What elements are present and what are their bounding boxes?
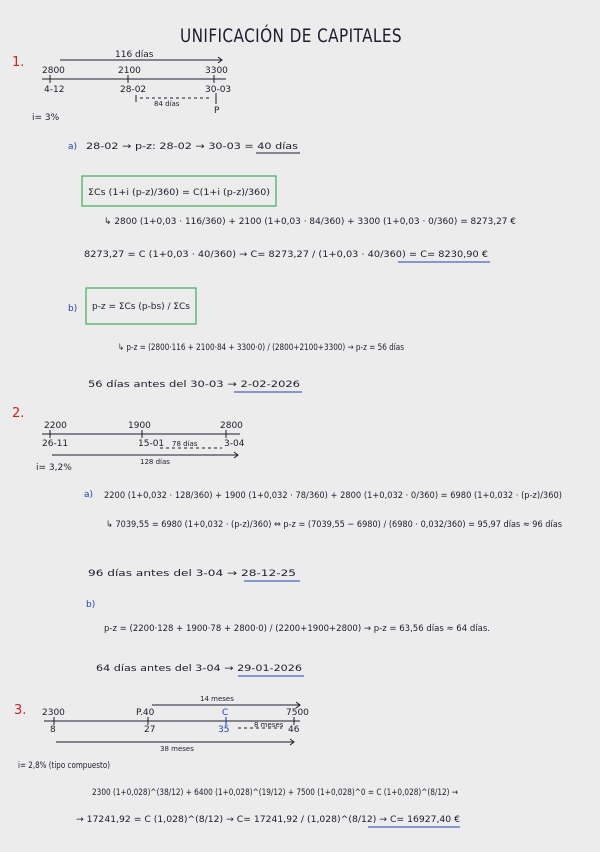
p1-formula-b: p-z = ΣCs (p-bs) / ΣCs: [92, 302, 191, 312]
p1-cap-1: 2800: [42, 66, 65, 76]
p1-formula: ΣCs (1+i (p-z)/360) = C(1+i (p-z)/360): [88, 188, 270, 198]
p1-date-2: 28-02: [120, 85, 147, 95]
p1-calc-1: ↳ 2800 (1+0,03 · 116/360) + 2100 (1+0,03 · 84/360) + 3300 (1+0,03 · 0/360) = 8273,27 €: [104, 217, 517, 227]
p3-sub: 8 meses: [254, 721, 284, 729]
p1-date-1: 4-12: [44, 85, 65, 95]
problem-1-timeline: [42, 50, 231, 116]
p2-cap-2: 1900: [128, 421, 151, 431]
p2-date-3: 3-04: [224, 439, 245, 449]
p2-cap-3: 2800: [220, 421, 243, 431]
problem-3-number: 3.: [14, 703, 27, 718]
p3-rate: i= 2,8% (tipo compuesto): [18, 761, 110, 771]
p3-tick-3: 35: [218, 725, 230, 735]
p2-calc-b: p-z = (2200·128 + 1900·78 + 2800·0) / (2200+1900+2800) → p-z = 63,56 días ≈ 64 días.: [104, 624, 490, 634]
problem-3-timeline: [42, 695, 309, 753]
p3-cap-2: P.40: [136, 708, 155, 718]
p2-b-label: b): [86, 600, 96, 610]
p1-calc-b: ↳ p-z = (2800·116 + 2100·84 + 3300·0) / (2800+2100+3300) → p-z = 56 días: [118, 343, 405, 353]
p1-result-b: 56 días antes del 30-03 → 2-02-2026: [88, 380, 301, 390]
page-title: UNIFICACIÓN DE CAPITALES: [180, 25, 457, 47]
p2-date-2: 15-01: [138, 439, 165, 449]
p3-top-span: 14 meses: [200, 695, 234, 703]
p2-calc-a-2: ↳ 7039,55 = 6980 (1+0,032 · (p-z)/360) ⇔ p-z = (7039,55 − 6980) / (6980 · 0,032/360) = 95,97 días ≈ 96 días: [106, 520, 563, 530]
p1-cap-2: 2100: [118, 66, 141, 76]
p2-span-days: 128 días: [140, 458, 170, 466]
p1-span-days: 116 días: [115, 50, 154, 60]
p1-cap-3: 3300: [205, 66, 228, 76]
p2-a-label: a): [84, 490, 94, 500]
p3-calc-1: 2300 (1+0,028)^(38/12) + 6400 (1+0,028)^(19/12) + 7500 (1+0,028)^0 = C (1+0,028)^(8/12) →: [92, 788, 459, 798]
p3-calc-2: → 17241,92 = C (1,028)^(8/12) → C= 17241,92 / (1,028)^(8/12) → C= 16927,40 €: [76, 815, 461, 825]
p2-sub-days: 78 días: [172, 440, 198, 448]
p1-a-line: 28-02 → p-z: 28-02 → 30-03 = 40 días: [86, 142, 299, 152]
problem-2-number: 2.: [12, 406, 25, 421]
problem-2-timeline: [42, 421, 245, 466]
p2-date-1: 26-11: [42, 439, 69, 449]
p3-cap-1: 2300: [42, 708, 65, 718]
p1-p-label: P: [214, 106, 220, 116]
p1-sub-days: 84 días: [154, 100, 180, 108]
p1-calc-2: 8273,27 = C (1+0,03 · 40/360) → C= 8273,27 / (1+0,03 · 40/360) = C= 8230,90 €: [84, 250, 489, 260]
p3-cap-3: C: [222, 708, 229, 718]
p1-date-3: 30-03: [205, 85, 232, 95]
p2-result-a: 96 días antes del 3-04 → 28-12-25: [88, 569, 296, 579]
p3-tick-2: 27: [144, 725, 156, 735]
p2-calc-a-1: 2200 (1+0,032 · 128/360) + 1900 (1+0,032 · 78/360) + 2800 (1+0,032 · 0/360) = 6980 (1+0,032 · (p-z)/360): [104, 491, 562, 501]
p1-b-label: b): [68, 304, 78, 314]
p3-span: 38 meses: [160, 745, 194, 753]
p3-tick-4: 46: [288, 725, 300, 735]
p3-cap-4: 7500: [286, 708, 309, 718]
p2-rate: i= 3,2%: [36, 463, 72, 473]
p2-cap-1: 2200: [44, 421, 67, 431]
p1-rate: i= 3%: [32, 113, 60, 123]
p1-a-label: a): [68, 142, 78, 152]
problem-1-number: 1.: [12, 55, 25, 70]
p3-tick-1: 8: [50, 725, 56, 735]
p2-result-b: 64 días antes del 3-04 → 29-01-2026: [96, 664, 303, 674]
